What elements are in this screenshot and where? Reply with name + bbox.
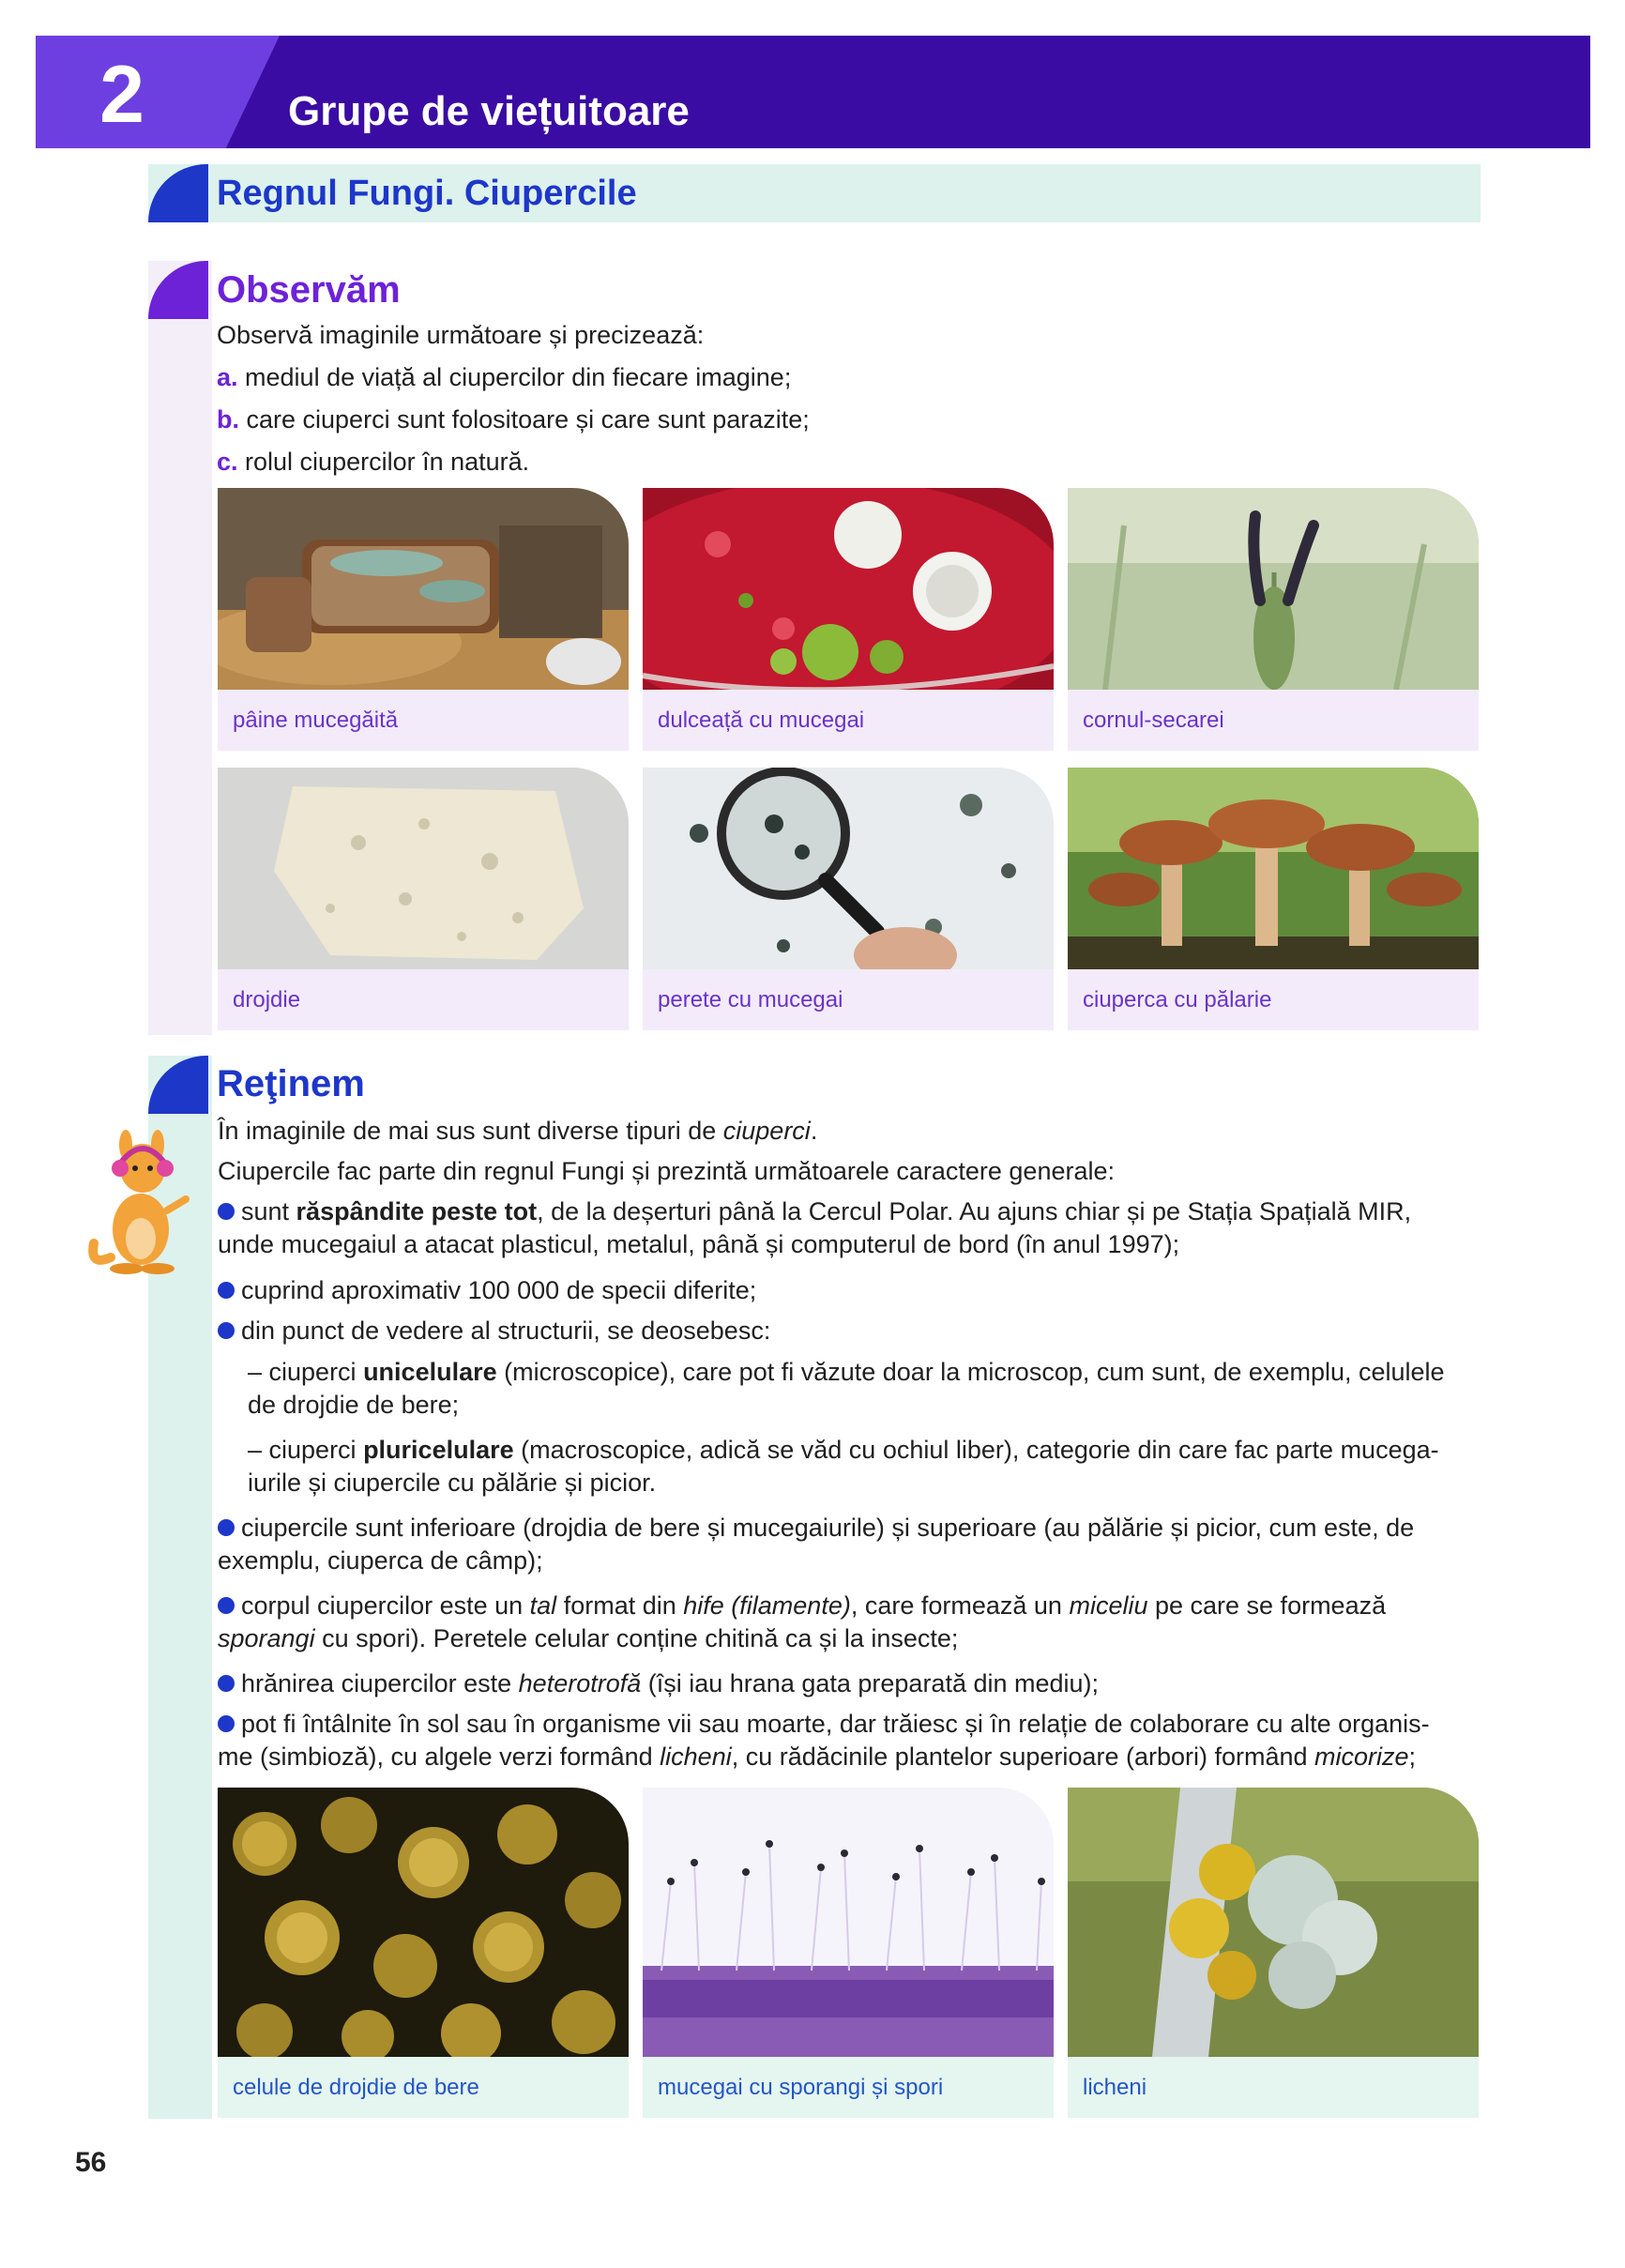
observam-panel bbox=[148, 261, 212, 1035]
bullet-dot-icon bbox=[218, 1715, 235, 1732]
photo-card bbox=[643, 1788, 1054, 2118]
cap-mushroom-photo bbox=[1068, 768, 1479, 969]
photo-caption: ciuperca cu pălarie bbox=[1068, 969, 1479, 1030]
moldy-bread-photo bbox=[218, 488, 629, 690]
chapter-number: 2 bbox=[99, 50, 144, 140]
photo-caption: licheni bbox=[1068, 2057, 1479, 2118]
bullet-dot-icon bbox=[218, 1519, 235, 1536]
retinem-line-2: Ciupercile fac parte din regnul Fungi și prezintă următoarele caractere generale: bbox=[218, 1157, 1116, 1185]
ergot-photo bbox=[1068, 488, 1479, 690]
photo-card bbox=[643, 768, 1054, 1030]
photo-caption: perete cu mucegai bbox=[643, 969, 1054, 1030]
sub-item-unicellular-line-2: de drojdie de bere; bbox=[248, 1391, 460, 1419]
bullet-dot-icon bbox=[218, 1675, 235, 1692]
photo-card bbox=[643, 488, 1054, 751]
lichens-photo bbox=[1068, 1788, 1479, 2057]
mold-sporangia-photo bbox=[643, 1788, 1054, 2057]
photo-card bbox=[1068, 768, 1479, 1030]
bullet-1-line-2: unde mucegaiul a atacat plasticul, metalul, până și computerul de bord (în anul 1997); bbox=[218, 1230, 1180, 1258]
photo-caption: celule de drojdie de bere bbox=[218, 2057, 629, 2118]
retinem-line-1: În imaginile de mai sus sunt diverse tipuri de ciuperci. bbox=[218, 1117, 818, 1145]
bullet-7-line-2: me (simbioză), cu algele verzi formând licheni, cu rădăcinile plantelor superioare (arbori) formând micorize; bbox=[218, 1743, 1417, 1771]
bullet-2: cuprind aproximativ 100 000 de specii diferite; bbox=[218, 1272, 1480, 1308]
kangaroo-mascot-icon bbox=[84, 1117, 197, 1276]
photo-caption: cornul-secarei bbox=[1068, 690, 1479, 751]
bullet-1: sunt răspândite peste tot, de la deșerturi până la Cercul Polar. Au ajuns chiar și pe Stația Spațială MIR, bbox=[218, 1194, 1480, 1229]
bullet-7: pot fi întâlnite în sol sau în organisme vii sau moarte, dar trăiesc și în relație de colaborare cu alte organis- bbox=[218, 1706, 1480, 1742]
moldy-jam-photo bbox=[643, 488, 1054, 690]
observam-item-b: b. care ciuperci sunt folositoare și care sunt parazite; bbox=[217, 405, 810, 434]
bullet-5-line-2: sporangi cu spori). Peretele celular conține chitină ca și la insecte; bbox=[218, 1624, 959, 1652]
bullet-dot-icon bbox=[218, 1597, 235, 1614]
bullet-4-line-2: exemplu, ciuperca de câmp); bbox=[218, 1546, 543, 1575]
bullet-dot-icon bbox=[218, 1322, 235, 1339]
bullet-3: din punct de vedere al structurii, se deosebesc: bbox=[218, 1313, 1480, 1348]
sub-item-multicellular-line-2: iurile și ciupercile cu pălărie și picior. bbox=[248, 1469, 657, 1497]
sub-item-unicellular: – ciuperci unicelulare (microscopice), care pot fi văzute doar la microscop, cum sunt, de exemplu, celulele bbox=[248, 1358, 1445, 1386]
section-title: Regnul Fungi. Ciupercile bbox=[217, 174, 637, 213]
photo-caption: drojdie bbox=[218, 969, 629, 1030]
retinem-heading: Reţinem bbox=[217, 1063, 365, 1104]
bullet-6: hrănirea ciupercilor este heterotrofă (își iau hrana gata preparată din mediu); bbox=[218, 1666, 1480, 1701]
page-number: 56 bbox=[75, 2147, 107, 2178]
photo-caption: dulceață cu mucegai bbox=[643, 690, 1054, 751]
photo-caption: pâine mucegăită bbox=[218, 690, 629, 751]
bullet-dot-icon bbox=[218, 1203, 235, 1220]
photo-caption: mucegai cu sporangi și spori bbox=[643, 2057, 1054, 2118]
observam-heading: Observăm bbox=[217, 269, 401, 311]
bullet-4: ciupercile sunt inferioare (drojdia de bere și mucegaiurile) și superioare (au pălărie și picior, cum este, de bbox=[218, 1510, 1480, 1545]
bullet-dot-icon bbox=[218, 1282, 235, 1299]
observam-intro: Observă imaginile următoare și precizează: bbox=[217, 321, 705, 349]
photo-card bbox=[1068, 488, 1479, 751]
sub-item-multicellular: – ciuperci pluricelulare (macroscopice, adică se văd cu ochiul liber), categorie din care fac parte mucega- bbox=[248, 1436, 1439, 1464]
photo-card bbox=[218, 488, 629, 751]
observam-item-c: c. rolul ciupercilor în natură. bbox=[217, 448, 530, 476]
yeast-dough-photo bbox=[218, 768, 629, 969]
photo-card bbox=[218, 1788, 629, 2118]
yeast-cells-photo bbox=[218, 1788, 629, 2057]
photo-card bbox=[218, 768, 629, 1030]
moldy-wall-photo bbox=[643, 768, 1054, 969]
observam-item-a: a. mediul de viață al ciupercilor din fiecare imagine; bbox=[217, 363, 792, 391]
bullet-5: corpul ciupercilor este un tal format din hife (filamente), care formează un miceliu pe care se formează bbox=[218, 1588, 1480, 1623]
chapter-title: Grupe de viețuitoare bbox=[288, 88, 690, 134]
photo-card bbox=[1068, 1788, 1479, 2118]
